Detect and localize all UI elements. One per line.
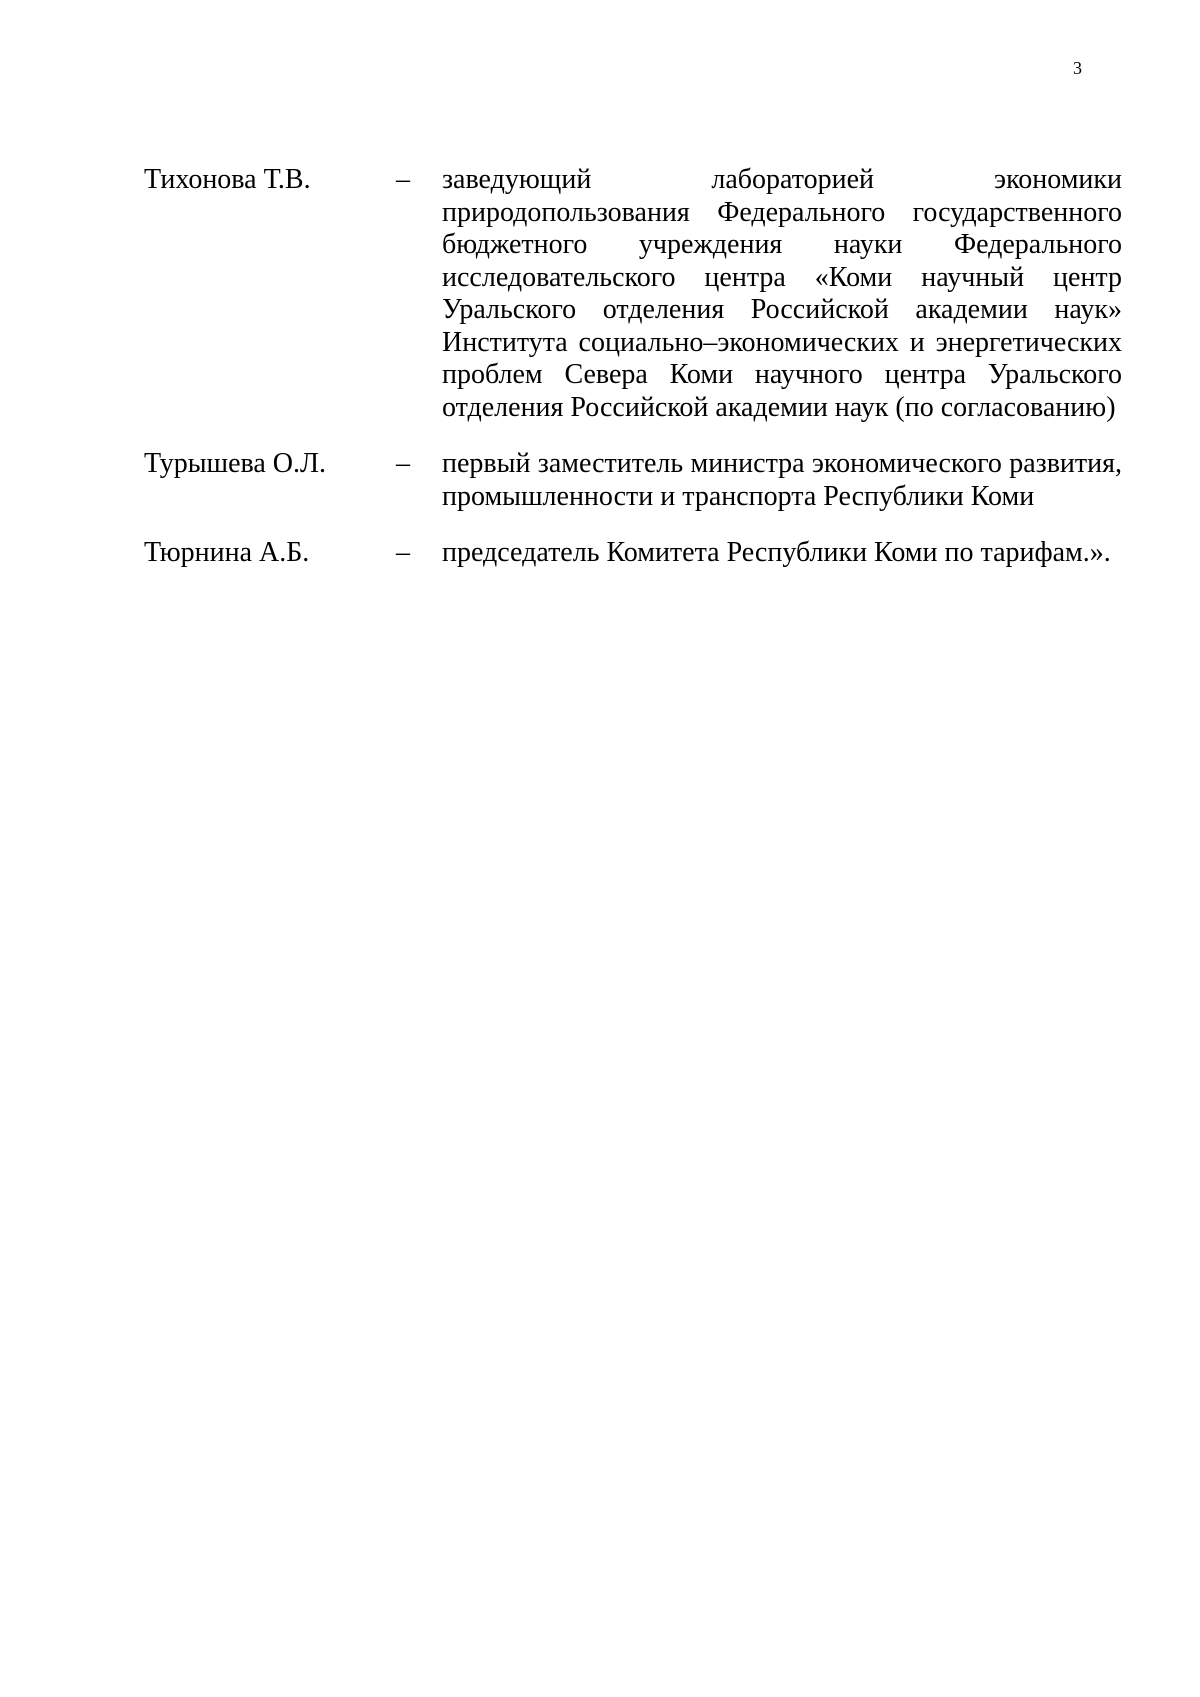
list-item — [144, 537, 1122, 570]
member-list — [144, 164, 1122, 594]
member-position: председатель Комитета Республики Коми по тарифам.». — [442, 537, 1111, 568]
dash-separator: – — [396, 164, 410, 195]
dash-separator: – — [396, 448, 410, 479]
member-name: Турышева О.Л. — [144, 448, 326, 479]
page-number: 3 — [1073, 58, 1082, 78]
dash-separator: – — [396, 537, 410, 568]
list-item — [144, 164, 1122, 424]
member-name: Тюрнина А.Б. — [144, 537, 310, 568]
member-name: Тихонова Т.В. — [144, 164, 311, 195]
member-position: заведующий лабораторией экономики природопользования Федерального государственного бюджетного учреждения науки Федерального исследовательского центра «Коми научный центр Уральского отделения Российской академии наук» Института социально–экономических и энергетических проблем Севера Коми научного центра Уральского отделения Российской академии наук (по согласованию) — [442, 164, 1122, 423]
member-position: первый заместитель министра экономического развития, промышленности и транспорта Республики Коми — [442, 448, 1122, 512]
list-item — [144, 448, 1122, 513]
